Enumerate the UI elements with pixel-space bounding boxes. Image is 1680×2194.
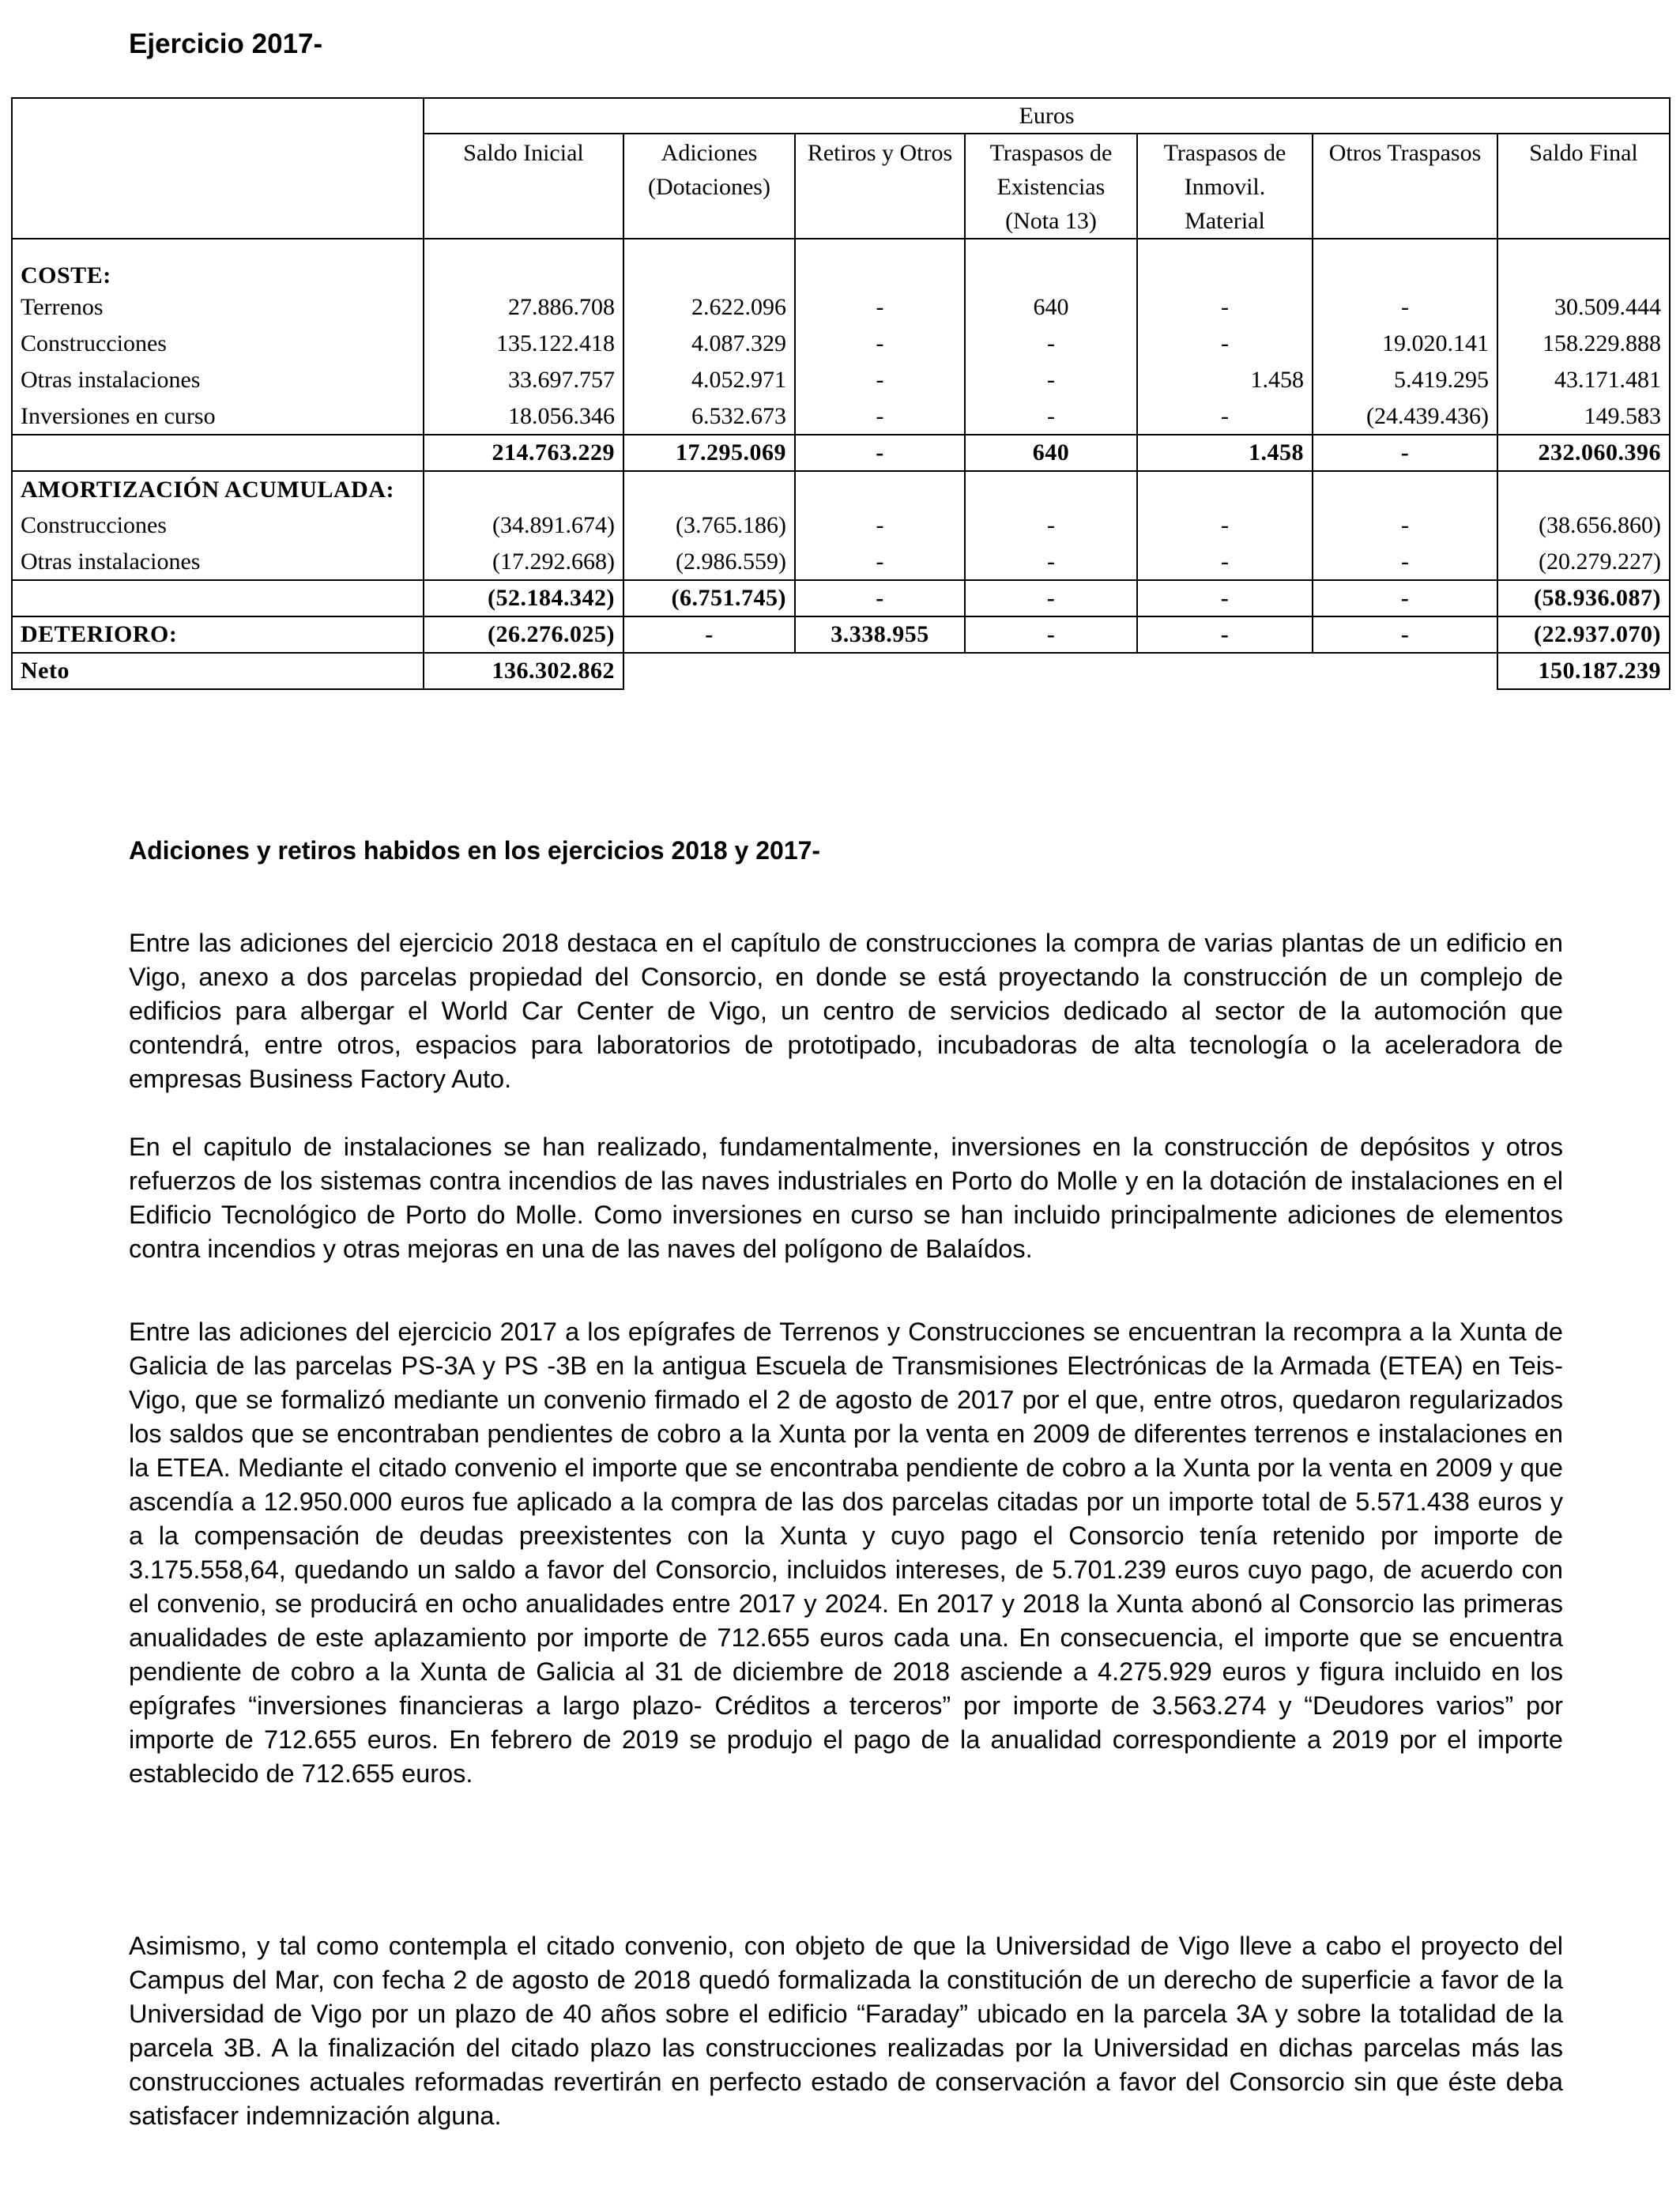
table-cell: - bbox=[795, 580, 965, 616]
subtotal-row bbox=[12, 435, 1670, 471]
table-cell: - bbox=[795, 326, 965, 362]
row-label: DETERIORO: bbox=[12, 616, 424, 653]
table-row bbox=[12, 326, 1670, 362]
row-label: Otras instalaciones bbox=[12, 362, 424, 398]
table-cell: 5.419.295 bbox=[1313, 362, 1497, 398]
table-cell: - bbox=[795, 398, 965, 435]
column-header: Traspasos de Inmovil. Material bbox=[1137, 134, 1313, 239]
table-cell: (34.891.674) bbox=[424, 507, 623, 544]
table-cell: - bbox=[1313, 435, 1497, 471]
table-cell: 149.583 bbox=[1497, 398, 1670, 435]
table-cell: - bbox=[1137, 398, 1313, 435]
table-cell: (6.751.745) bbox=[623, 580, 795, 616]
table-row bbox=[12, 507, 1670, 544]
section-row bbox=[12, 239, 1670, 289]
row-label bbox=[12, 580, 424, 616]
neto-row bbox=[12, 653, 1670, 689]
table-cell: 27.886.708 bbox=[424, 289, 623, 326]
table-cell: - bbox=[1137, 544, 1313, 580]
table-cell: - bbox=[1137, 580, 1313, 616]
table-cell: - bbox=[1313, 580, 1497, 616]
table-cell: - bbox=[1137, 326, 1313, 362]
table-cell bbox=[1313, 471, 1497, 507]
table-cell: - bbox=[795, 435, 965, 471]
table-cell: - bbox=[1313, 507, 1497, 544]
table-cell: - bbox=[965, 580, 1137, 616]
table-cell: - bbox=[965, 362, 1137, 398]
table-cell: - bbox=[965, 544, 1137, 580]
column-header: Saldo Inicial bbox=[424, 134, 623, 239]
table-cell: (22.937.070) bbox=[1497, 616, 1670, 653]
table-cell: (52.184.342) bbox=[424, 580, 623, 616]
table-cell: - bbox=[795, 362, 965, 398]
table-cell: - bbox=[795, 507, 965, 544]
table-cell: - bbox=[965, 616, 1137, 653]
table-cell bbox=[1497, 471, 1670, 507]
table-cell: 17.295.069 bbox=[623, 435, 795, 471]
table-cell: 19.020.141 bbox=[1313, 326, 1497, 362]
table-cell: - bbox=[795, 289, 965, 326]
table-cell: 1.458 bbox=[1137, 435, 1313, 471]
table-cell bbox=[795, 471, 965, 507]
table-cell: 30.509.444 bbox=[1497, 289, 1670, 326]
table-cell: 2.622.096 bbox=[623, 289, 795, 326]
table-row bbox=[12, 398, 1670, 435]
row-label: Construcciones bbox=[12, 507, 424, 544]
table-cell: 640 bbox=[965, 435, 1137, 471]
paragraph-additions-2017: Entre las adiciones del ejercicio 2017 a los epígrafes de Terrenos y Construcciones se encuentran la recompra a la Xunta de Galicia de las parcelas PS-3A y PS -3B en la antigua Escuela de Transmisiones Electrónicas de la Armada (ETEA) en Teis-Vigo, que se formalizó mediante un convenio firmado el 2 de agosto de 2017 por el que, entre otros, quedaron regularizados los saldos que se encontraban pendientes de cobro a la Xunta por la venta en 2009 de diferentes terrenos e instalaciones en la ETEA. Mediante el citado convenio el importe que se encontraba pendiente de cobro a la Xunta por la venta en 2009 y que ascendía a 12.950.000 euros fue aplicado a la compra de las dos parcelas citadas por un importe total de 5.571.438 euros y a la compensación de deudas preexistentes con la Xunta y cuyo pago el Consorcio tenía retenido por importe de 3.175.558,64, quedando un saldo a favor del Consorcio, incluidos intereses, de 5.701.239 euros cuyo pago, de acuerdo con el convenio, se producirá en ocho anualidades entre 2017 y 2024. En 2017 y 2018 la Xunta abonó al Consorcio las primeras anualidades de este aplazamiento por importe de 712.655 euros cada una. En consecuencia, el importe que se encuentra pendiente de cobro a la Xunta de Galicia al 31 de diciembre de 2018 asciende a 4.275.929 euros y figura incluido en los epígrafes “inversiones financieras a largo plazo- Créditos a terceros” por importe de 3.563.274 y “Deudores varios” por importe de 712.655 euros. En febrero de 2019 se produjo el pago de la anualidad correspondiente a 2019 por el importe establecido de 712.655 euros. bbox=[129, 1318, 1563, 1788]
table-cell: 214.763.229 bbox=[424, 435, 623, 471]
row-label: Otras instalaciones bbox=[12, 544, 424, 580]
table-cell: 6.532.673 bbox=[623, 398, 795, 435]
table-cell: 1.458 bbox=[1137, 362, 1313, 398]
table-cell: 136.302.862 bbox=[424, 653, 623, 689]
table-cell: 4.087.329 bbox=[623, 326, 795, 362]
deterioro-row bbox=[12, 616, 1670, 653]
table-cell bbox=[623, 239, 795, 289]
row-label: AMORTIZACIÓN ACUMULADA: bbox=[12, 471, 424, 507]
table-cell: - bbox=[1137, 616, 1313, 653]
empty-gap bbox=[623, 653, 1497, 689]
table-cell: (17.292.668) bbox=[424, 544, 623, 580]
table-cell: (58.936.087) bbox=[1497, 580, 1670, 616]
table-cell bbox=[795, 239, 965, 289]
table-cell: (24.439.436) bbox=[1313, 398, 1497, 435]
paragraph-additions-2018: Entre las adiciones del ejercicio 2018 destaca en el capítulo de construcciones la compra de varias plantas de un edificio en Vigo, anexo a dos parcelas propiedad del Consorcio, en donde se está proyectando la construcción de un complejo de edificios para albergar el World Car Center de Vigo, un centro de servicios dedicado al sector de la automoción que contendrá, entre otros, espacios para laboratorios de prototipado, incubadoras de alta tecnología o la aceleradora de empresas Business Factory Auto. bbox=[129, 929, 1563, 1093]
table-cell: 150.187.239 bbox=[1497, 653, 1670, 689]
table-cell: 640 bbox=[965, 289, 1137, 326]
table-cell: - bbox=[965, 507, 1137, 544]
column-header: Otros Traspasos bbox=[1313, 134, 1497, 239]
column-header: Saldo Final bbox=[1497, 134, 1670, 239]
table-cell: 18.056.346 bbox=[424, 398, 623, 435]
table-cell bbox=[965, 471, 1137, 507]
row-label: Inversiones en curso bbox=[12, 398, 424, 435]
table-cell: (3.765.186) bbox=[623, 507, 795, 544]
table-cell bbox=[1313, 239, 1497, 289]
table-cell: (26.276.025) bbox=[424, 616, 623, 653]
table-cell: - bbox=[1137, 507, 1313, 544]
table-cell bbox=[965, 239, 1137, 289]
row-label: Neto bbox=[12, 653, 424, 689]
paragraph-campus-del-mar: Asimismo, y tal como contempla el citado convenio, con objeto de que la Universidad de Vigo lleve a cabo el proyecto del Campus del Mar, con fecha 2 de agosto de 2018 quedó formalizada la constitución de un derecho de superficie a favor de la Universidad de Vigo por un plazo de 40 años sobre el edificio “Faraday” ubicado en la parcela 3A y sobre la totalidad de la parcela 3B. A la finalización del citado plazo las construcciones realizadas por la Universidad en dichas parcelas más las construcciones actuales reformadas revertirán en perfecto estado de conservación a favor del Consorcio sin que éste deba satisfacer indemnización alguna. bbox=[129, 1932, 1563, 2130]
column-header: Adiciones (Dotaciones) bbox=[623, 134, 795, 239]
table-cell bbox=[623, 471, 795, 507]
row-label: COSTE: bbox=[12, 239, 424, 289]
table-row bbox=[12, 362, 1670, 398]
table-corner-cell bbox=[12, 98, 424, 239]
section-heading: Adiciones y retiros habidos en los ejercicios 2018 y 2017- bbox=[129, 836, 821, 865]
table-cell bbox=[1497, 239, 1670, 289]
table-cell bbox=[424, 471, 623, 507]
paragraph-installations: En el capitulo de instalaciones se han realizado, fundamentalmente, inversiones en la construcción de depósitos y otros refuerzos de los sistemas contra incendios de las naves industriales en Porto do Molle y en la dotación de instalaciones en el Edificio Tecnológico de Porto do Molle. Como inversiones en curso se han incluido principalmente adiciones de elementos contra incendios y otras mejoras en una de las naves del polígono de Balaídos. bbox=[129, 1133, 1563, 1263]
table-row bbox=[12, 544, 1670, 580]
table-cell: (38.656.860) bbox=[1497, 507, 1670, 544]
table-cell: (2.986.559) bbox=[623, 544, 795, 580]
table-cell: 232.060.396 bbox=[1497, 435, 1670, 471]
table-row bbox=[12, 289, 1670, 326]
table-cell bbox=[1137, 471, 1313, 507]
table-cell: 135.122.418 bbox=[424, 326, 623, 362]
table-cell: - bbox=[795, 544, 965, 580]
table-cell: - bbox=[1313, 289, 1497, 326]
table-cell bbox=[424, 239, 623, 289]
currency-header: Euros bbox=[424, 98, 1670, 134]
row-label: Terrenos bbox=[12, 289, 424, 326]
table-cell: 33.697.757 bbox=[424, 362, 623, 398]
table-cell: - bbox=[1137, 289, 1313, 326]
table-cell: 158.229.888 bbox=[1497, 326, 1670, 362]
row-label: Construcciones bbox=[12, 326, 424, 362]
table-cell: (20.279.227) bbox=[1497, 544, 1670, 580]
row-label bbox=[12, 435, 424, 471]
column-header: Traspasos de Existencias (Nota 13) bbox=[965, 134, 1137, 239]
column-header: Retiros y Otros bbox=[795, 134, 965, 239]
section-row bbox=[12, 471, 1670, 507]
table-cell bbox=[1137, 239, 1313, 289]
table-cell: 43.171.481 bbox=[1497, 362, 1670, 398]
table-cell: - bbox=[965, 398, 1137, 435]
table-cell: - bbox=[623, 616, 795, 653]
table-cell: - bbox=[965, 326, 1137, 362]
subtotal-row bbox=[12, 580, 1670, 616]
table-cell: 4.052.971 bbox=[623, 362, 795, 398]
table-cell: - bbox=[1313, 544, 1497, 580]
fixed-assets-table bbox=[11, 97, 1671, 690]
table-cell: - bbox=[1313, 616, 1497, 653]
page-title: Ejercicio 2017- bbox=[129, 28, 323, 59]
table-cell: 3.338.955 bbox=[795, 616, 965, 653]
